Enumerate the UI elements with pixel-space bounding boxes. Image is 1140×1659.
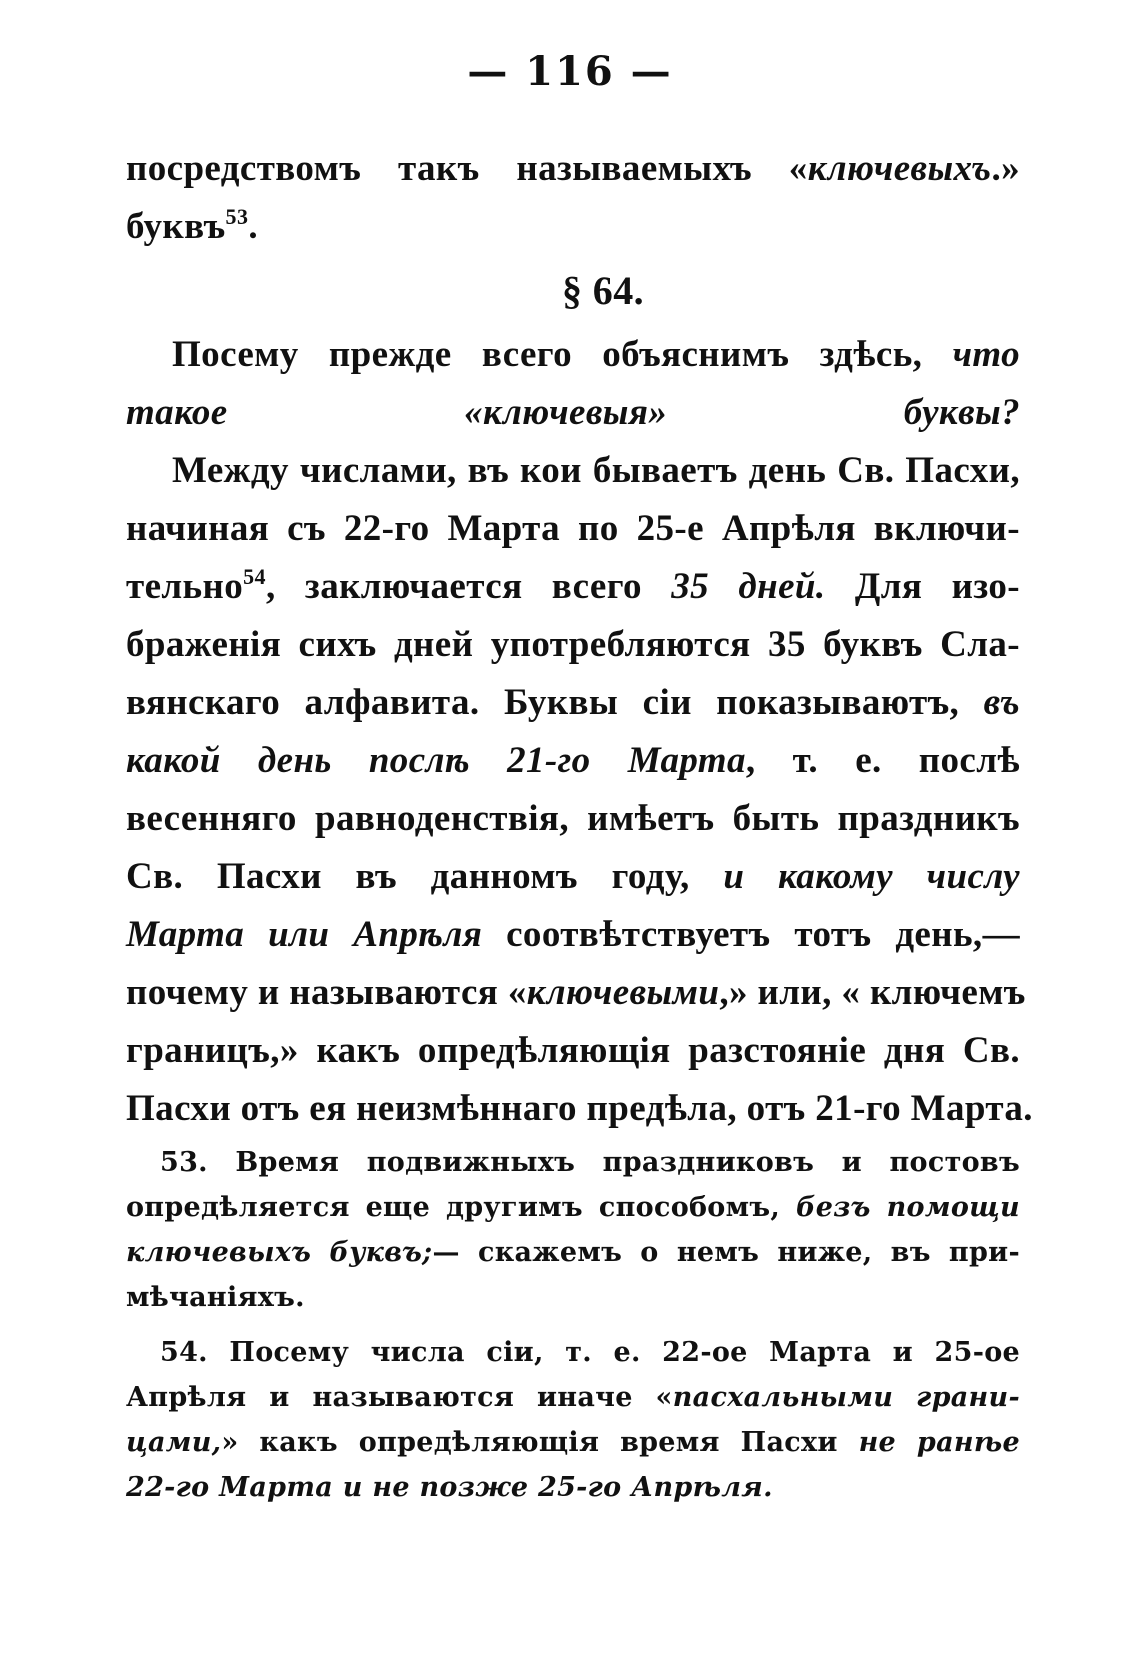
footnote-line bbox=[126, 1375, 1020, 1420]
italic-text: пасхальными грани- bbox=[672, 1382, 1020, 1413]
footnote-line bbox=[126, 1230, 1020, 1275]
text-run: Апрѣля и называются иначе « bbox=[126, 1382, 673, 1413]
text-run: 54. Посему числа сіи, т. е. 22-ое Марта и 25-ое bbox=[160, 1337, 1020, 1368]
footnotes bbox=[126, 1140, 1020, 1510]
italic-text: ключевыми bbox=[526, 972, 720, 1013]
footnote-line bbox=[126, 1185, 1020, 1230]
text-run: , заключается всего bbox=[265, 566, 672, 607]
page-number: — 116 — bbox=[467, 48, 673, 95]
text-run: — скажемъ о немъ ниже, въ при- bbox=[432, 1237, 1021, 1268]
text-run: буквъ bbox=[126, 206, 226, 247]
footnote-line bbox=[126, 1275, 1020, 1320]
text-run: опредѣляется еще другимъ способомъ, bbox=[126, 1192, 796, 1223]
text-run: тельно bbox=[126, 566, 244, 607]
text-run: границъ,» какъ опредѣляющія разстояніе дня Св. bbox=[126, 1030, 1020, 1071]
italic-text: и какому числу bbox=[723, 856, 1020, 897]
footnote bbox=[126, 1330, 1020, 1510]
text-run: 53. Время подвижныхъ праздниковъ и постовъ bbox=[160, 1147, 1020, 1178]
text-run: , т. е. послѣ bbox=[745, 740, 1020, 781]
main-text bbox=[126, 140, 1033, 1138]
text-run: начиная съ 22-го Марта по 25-е Апрѣля включи- bbox=[126, 508, 1020, 549]
footnote-ref: 54 bbox=[243, 564, 266, 589]
text-run: весенняго равноденствія, имѣетъ быть праздникъ bbox=[126, 798, 1020, 839]
section-heading: § 64. bbox=[562, 268, 644, 313]
text-line bbox=[126, 326, 1020, 384]
italic-text: ключевыхъ bbox=[807, 148, 992, 189]
italic-text: такое «ключевыя» буквы? bbox=[126, 392, 1020, 433]
text-line bbox=[126, 964, 1026, 1022]
text-line bbox=[126, 1080, 1033, 1138]
text-run: вянскаго алфавита. Буквы сіи показываютъ, bbox=[126, 682, 984, 723]
text-run: Посему прежде всего объяснимъ здѣсь, bbox=[172, 334, 953, 375]
text-line bbox=[126, 906, 1020, 964]
text-run: Пасхи отъ ея неизмѣннаго предѣла, отъ 21-го Марта. bbox=[126, 1088, 1033, 1129]
footnote-ref: 53 bbox=[225, 204, 249, 229]
italic-text: цами, bbox=[126, 1427, 222, 1458]
text-line bbox=[126, 442, 1020, 500]
text-line bbox=[126, 1022, 1020, 1080]
footnote-line bbox=[126, 1420, 1020, 1465]
text-run: Между числами, въ кои бываетъ день Св. Пасхи, bbox=[172, 450, 1020, 491]
text-line bbox=[126, 790, 1020, 848]
text-run: мѣчаніяхъ. bbox=[126, 1282, 305, 1313]
italic-text: Марта или Апрѣля bbox=[126, 914, 483, 955]
italic-text: 35 дней. bbox=[671, 566, 826, 607]
text-run: .» bbox=[991, 148, 1020, 189]
footnote-line bbox=[126, 1140, 1020, 1185]
text-line bbox=[126, 140, 1020, 198]
text-run: . bbox=[248, 206, 259, 247]
italic-text: безъ помощи bbox=[795, 1192, 1020, 1223]
italic-text: какой день послѣ 21-го Марта bbox=[126, 740, 746, 781]
text-line bbox=[126, 616, 1020, 674]
footnote-line bbox=[126, 1465, 1020, 1510]
italic-text: ключевыхъ буквъ; bbox=[126, 1237, 433, 1268]
text-line bbox=[126, 848, 1020, 906]
italic-text: не ранѣе bbox=[858, 1427, 1020, 1458]
text-run: » какъ опредѣляющія время Пасхи bbox=[221, 1427, 859, 1458]
italic-text: что bbox=[952, 334, 1020, 375]
footnote-separator bbox=[126, 1320, 1020, 1330]
text-line bbox=[126, 198, 1020, 256]
text-run: почему и называются « bbox=[126, 972, 527, 1013]
footnote bbox=[126, 1140, 1020, 1320]
text-line bbox=[126, 674, 1020, 732]
footnote-line bbox=[126, 1330, 1020, 1375]
text-run: Для изо- bbox=[825, 566, 1020, 607]
italic-text: 22-го Марта и не позже 25-го Апрѣля. bbox=[126, 1472, 773, 1503]
text-line bbox=[126, 558, 1020, 616]
text-run: Св. Пасхи въ данномъ году, bbox=[126, 856, 724, 897]
text-run: браженія сихъ дней употребляются 35 буквъ Сла- bbox=[126, 624, 1020, 665]
text-line bbox=[126, 500, 1020, 558]
text-run: ,» или, « ключемъ bbox=[719, 972, 1026, 1013]
text-run: соотвѣтствуетъ тотъ день,— bbox=[482, 914, 1020, 955]
italic-text: въ bbox=[983, 682, 1020, 723]
text-line bbox=[126, 384, 1020, 442]
text-run: посредствомъ такъ называемыхъ « bbox=[126, 148, 808, 189]
text-line bbox=[126, 732, 1020, 790]
